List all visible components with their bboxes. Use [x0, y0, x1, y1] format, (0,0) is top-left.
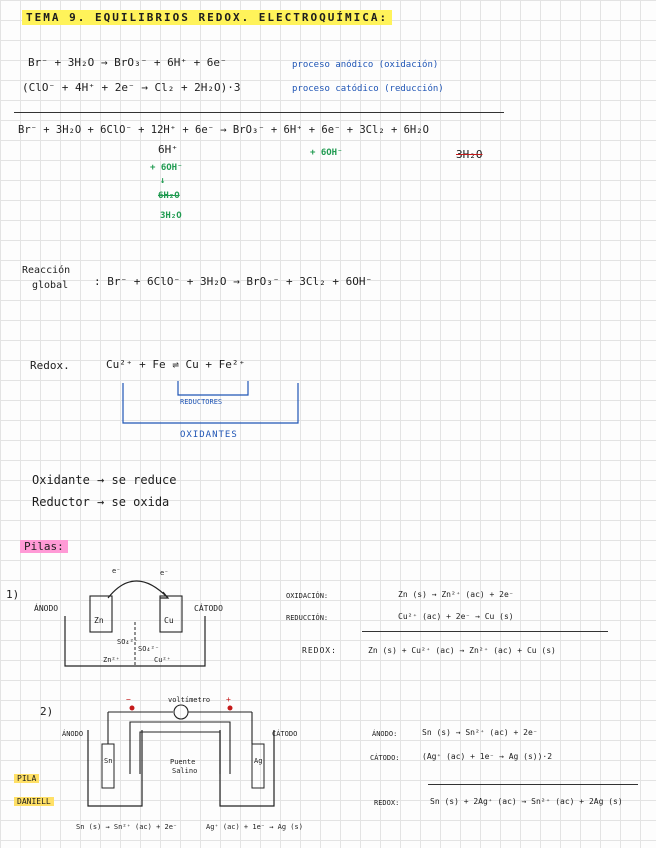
cell1-ion-zn: Zn²⁺	[103, 656, 120, 664]
cell2-electrode-sn: Sn	[104, 757, 113, 765]
cell2-redox-eq: Sn (s) + 2Ag⁺ (ac) → Sn²⁺ (ac) + 2Ag (s)	[430, 797, 623, 806]
combined-equation: Br⁻ + 3H₂O + 6ClO⁻ + 12H⁺ + 6e⁻ → BrO₃⁻ + 6H⁺ + 6e⁻ + 3Cl₂ + 6H₂O	[18, 124, 429, 136]
cell2-bridge-label-2: Salino	[172, 767, 198, 775]
cell1-reduction-eq: Cu²⁺ (ac) + 2e⁻ → Cu (s)	[398, 612, 514, 621]
cell2-voltmeter-label: voltímetro	[168, 696, 211, 704]
combined-right-oh: + 6OH⁻	[310, 148, 343, 158]
cell2-bottom-left-eq: Sn (s) → Sn²⁺ (ac) + 2e⁻	[76, 823, 178, 831]
cell1-ion-so4-right: SO₄²⁻	[138, 645, 160, 653]
cell2-anode-eq-label: ÁNODO:	[372, 730, 398, 738]
cell2-minus: −	[126, 695, 131, 704]
cell2-bridge-label-1: Puente	[170, 758, 196, 766]
cell2-redox-label: REDOX:	[374, 799, 400, 807]
cell1-sum-line	[362, 631, 608, 632]
cell1-electrode-cu: Cu	[164, 616, 174, 625]
cell1-electron-right: e⁻	[160, 569, 169, 577]
redox-equation: Cu²⁺ + Fe ⇌ Cu + Fe²⁺	[106, 358, 246, 371]
divider-line	[14, 112, 504, 113]
cell2-plus: +	[226, 695, 231, 704]
pila-daniell-label-2: DANIELL	[14, 797, 54, 806]
cell1-oxidation-label: OXIDACIÓN:	[286, 592, 329, 600]
cell1-cathode-label: CÁTODO	[194, 604, 223, 613]
global-label-1: Reacción	[22, 265, 71, 276]
cell1-anode-label: ÁNODO	[34, 604, 59, 613]
global-equation: : Br⁻ + 6ClO⁻ + 3H₂O → BrO₃⁻ + 3Cl₂ + 6OH⁻	[94, 275, 373, 288]
global-label-2: global	[32, 280, 69, 291]
combined-note-6h2o: 6H₂O	[158, 191, 180, 201]
page-title: TEMA 9. EQUILIBRIOS REDOX. ELECTROQUÍMICA:	[22, 10, 392, 25]
cell2-cathode-label: CÁTODO	[272, 730, 298, 738]
combined-note-6h: 6H⁺	[158, 143, 178, 156]
cell1-reduction-label: REDUCCIÓN:	[286, 614, 329, 622]
cell1-ion-so4-left: SO₄²⁻	[117, 638, 139, 646]
cell1-ion-cu: Cu²⁺	[154, 656, 171, 664]
combined-note-oh: + 6OH⁻	[150, 163, 183, 173]
cell1-number: 1)	[6, 588, 20, 601]
combined-right-3h2o: 3H₂O	[456, 148, 483, 161]
cell2-cathode-eq-label: CÁTODO:	[370, 754, 400, 762]
cell2-anode-eq: Sn (s) → Sn²⁺ (ac) + 2e⁻	[422, 728, 538, 737]
anodic-label: proceso anódico (oxidación)	[292, 60, 439, 70]
cell2-sum-line	[428, 784, 638, 785]
reductores-label: REDUCTORES	[180, 398, 223, 406]
cell2-bottom-right-eq: Ag⁺ (ac) + 1e⁻ → Ag (s)	[206, 823, 303, 831]
cell2-electrode-ag: Ag	[254, 757, 263, 765]
anodic-equation: Br⁻ + 3H₂O → BrO₃⁻ + 6H⁺ + 6e⁻	[28, 56, 227, 69]
cell1-electron-left: e⁻	[112, 567, 121, 575]
pilas-heading: Pilas:	[20, 540, 68, 553]
redox-label: Redox.	[30, 359, 70, 372]
cell1-diagram	[60, 566, 210, 670]
cell2-number: 2)	[40, 705, 54, 718]
cathodic-label: proceso catódico (reducción)	[292, 84, 444, 94]
cell1-redox-eq: Zn (s) + Cu²⁺ (ac) → Zn²⁺ (ac) + Cu (s)	[368, 646, 556, 655]
cell1-oxidation-eq: Zn (s) → Zn²⁺ (ac) + 2e⁻	[398, 590, 514, 599]
cell2-cathode-eq: (Ag⁺ (ac) + 1e⁻ → Ag (s))·2	[422, 752, 553, 761]
rule-oxidante: Oxidante → se reduce	[32, 473, 177, 487]
combined-note-3h2o: 3H₂O	[160, 211, 182, 221]
pila-daniell-label-1: PILA	[14, 774, 39, 783]
cell1-redox-label: REDOX:	[302, 646, 337, 655]
oxidantes-label: OXIDANTES	[180, 430, 238, 440]
arrow-down-icon: ↓	[160, 176, 166, 186]
cell1-electrode-zn: Zn	[94, 616, 104, 625]
cathodic-equation: (ClO⁻ + 4H⁺ + 2e⁻ → Cl₂ + 2H₂O)·3	[22, 81, 241, 94]
rule-reductor: Reductor → se oxida	[32, 495, 170, 509]
cell2-anode-label: ÁNODO	[62, 730, 84, 738]
